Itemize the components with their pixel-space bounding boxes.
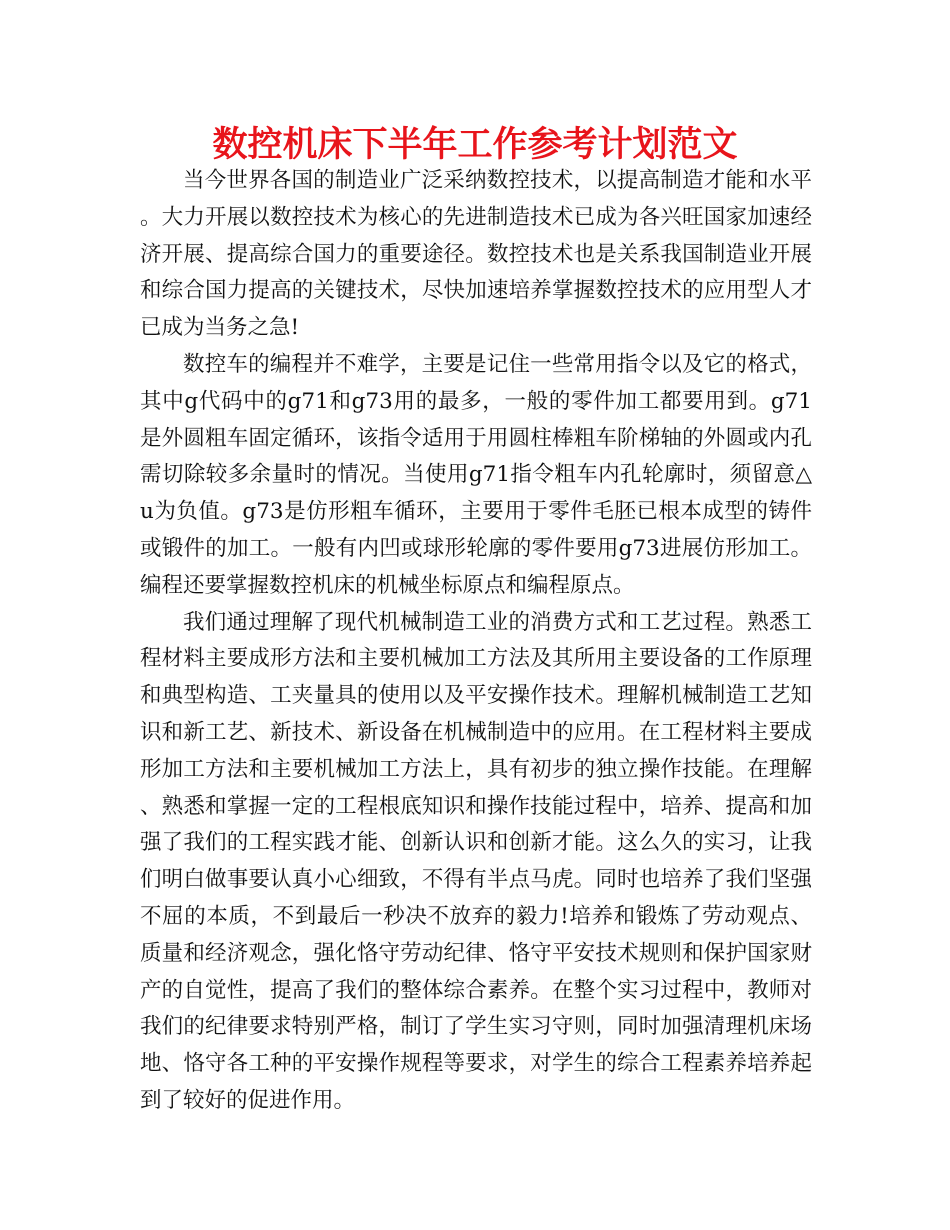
paragraph-internship: 我们通过理解了现代机械制造工业的消费方式和工艺过程。熟悉工程材料主要成形方法和主要机械加工方法及其所用主要设备的工作原理和典型构造、工夹量具的使用以及平安操作技术。理解机械制造工艺知识和新工艺、新技术、新设备在机械制造中的应用。在工程材料主要成形加工方法和主要机械加工方法上，具有初步的独立操作技能。在理解、熟悉和掌握一定的工程根底知识和操作技能过程中，培养、提高和加强了我们的工程实践才能、创新认识和创新才能。这么久的实习，让我们明白做事要认真小心细致，不得有半点马虎。同时也培养了我们坚强不屈的本质，不到最后一秒决不放弃的毅力!培养和锻炼了劳动观点、质量和经济观念，强化恪守劳动纪律、恪守平安技术规则和保护国家财产的自觉性，提高了我们的整体综合素养。在整个实习过程中，教师对我们的纪律要求特别严格，制订了学生实习守则，同时加强清理机床场地、恪守各工种的平安操作规程等要求，对学生的综合工程素养培养起到了较好的促进作用。 [140,609,812,1113]
paragraph-programming: 数控车的编程并不难学，主要是记住一些常用指令以及它的格式，其中g代码中的g71和g73用的最多，一般的零件加工都要用到。g71是外圆粗车固定循环，该指令适用于用圆柱棒粗车阶梯轴的外圆或内孔需切除较多余量时的情况。当使用g71指令粗车内孔轮廓时，须留意△u为负值。g73是仿形粗车循环，主要用于零件毛胚已根本成型的铸件或锻件的加工。一般有内凹或球形轮廓的零件要用g73进展仿形加工。编程还要掌握数控机床的机械坐标原点和编程原点。 [140,351,812,598]
document-body [140,163,812,1120]
paragraph-intro: 当今世界各国的制造业广泛采纳数控技术，以提高制造才能和水平。大力开展以数控技术为核心的先进制造技术已成为各兴旺国家加速经济开展、提高综合国力的重要途径。数控技术也是关系我国制造业开展和综合国力提高的关键技术，尽快加速培养掌握数控技术的应用型人才已成为当务之急! [140,168,812,341]
document-title: 数控机床下半年工作参考计划范文 [212,125,738,165]
